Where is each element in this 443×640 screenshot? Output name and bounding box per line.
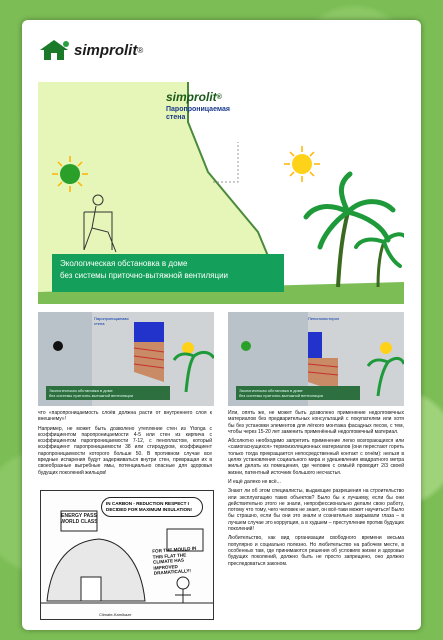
panel-right-caption-line2: без системы приточно-вытяжной вентиляции	[239, 393, 324, 398]
panel-right-top-label: Пенополистирол	[308, 316, 340, 321]
brand-logo	[36, 38, 143, 62]
left-text-column	[38, 410, 212, 479]
eco-line1: Экологическая обстановка в доме	[60, 259, 188, 268]
wall-label	[166, 106, 230, 122]
panel-right-caption	[236, 386, 360, 400]
panel-left-caption-line1: Экологическая обстановка в доме	[49, 388, 113, 393]
left-paragraph-1: что «паропроницаемость слоёв должна расти от внутреннего слоя к внешнему»!	[38, 410, 212, 423]
illustration-logo-reg: ®	[216, 93, 222, 101]
cartoon-caption: Climate-Kamikaze	[99, 612, 132, 617]
right-paragraph-2: Абсолютно необходимо запретить применение легко возгорающихся или «самогаснущихся» термоизоляционных материалов (они перестают гореть только тогда прекращается непосредственный контакт с огнём): нельзя в целях установления социального мира и удешевления квадратного метра жилья делать из помещения, где человек с семьёй проводит 2/3 своей жизни, патентный источник большого несчастья.	[228, 438, 404, 476]
cartoon-speech-cloud: IN CARBON - REDUCTION RESPECT I DECIDED FOR MAXIMUM INSULATION!	[101, 497, 203, 517]
left-paragraph-2: Например, не может быть дозволено утепление стен из Ytonga с коэффициентом паропроницаемости 4-5 или стен из кирпича с коэффициентом паропроницаемости 7-12, с пенопластом, который коэффициент паропроницаемости 38 или стиродуром, коэффициент паропроницаемости которого больше 50. В противном случае все вредные испарения будут задерживаться внутри стен, превращая их в своеобразные выгребные ямы, потенциально опасные для здоровья будущих поколений жильцов!	[38, 425, 212, 476]
wall-label-line1: Паропроницаемая	[166, 106, 230, 113]
energy-line2: WORLD CLASS	[60, 519, 98, 525]
panel-left	[38, 312, 214, 406]
energy-line1: ENERGY PASS	[61, 513, 97, 519]
right-paragraph-3: И ещё далеко не всё...	[228, 478, 281, 485]
document-sheet	[22, 20, 421, 630]
panel-right	[228, 312, 404, 406]
panel-left-caption	[46, 386, 170, 400]
right-paragraph-5: Любительство, как вид организации свободного времени весьма популярно и социально полезно. Но любительство на рабочем месте, в особенных там, где принимаются решения об условиях жизни и здоровье будущих поколений, должно быть не просто запрещено, оно должно преследоваться законом.	[228, 535, 404, 567]
cartoon	[40, 490, 214, 620]
energy-pass-sign	[53, 513, 105, 525]
eco-caption-box	[52, 254, 284, 292]
panel-left-caption-line2: без системы приточно-вытяжной вентиляции	[49, 393, 134, 398]
brand-reg: ®	[137, 45, 144, 55]
right-paragraph-1: Или, опять же, не может быть дозволено применение недолговечных материалов без предварительных консультаций с покупателем или хотя бы без установки элементов для лёгкого монтажа фасадных песов, с тем, чтобы через 15-20 лет заменить применённый недолговечный материал.	[228, 410, 404, 435]
panel-right-caption-line1: Экологическая обстановка в доме	[239, 388, 303, 393]
right-paragraph-4: Знают ли об этом специалисты, выдающие разрешения на строительство или эксплуатацию таких объектов? Было бы к лучшему, если бы они действительно этого не знали, непрофессионально делали свою работу, потому что тому, чего человек не знает, он всё-таки может научиться! Было бы страшно, если бы они это знали и сознательно закрывали глаза – в лучшем случае это коррупция, а в худшем – преступление против будущих поколений!	[228, 488, 404, 533]
main-illustration	[38, 82, 404, 304]
wall-label-line2: стена	[166, 114, 186, 121]
brand-name: simprolit	[74, 41, 138, 59]
panel-left-top-label: Паропроницаемая стена	[94, 316, 129, 326]
cartoon-sign-text: FOR THE MOULD IN THIS FLAT THE CLIMATE HAS IMPROVED DRAMATICALLY!	[152, 545, 197, 577]
eco-line2: без системы приточно-вытяжной вентиляции	[60, 271, 229, 280]
illustration-logo	[166, 90, 222, 104]
right-text-column	[228, 410, 404, 570]
illustration-logo-text: simprolit	[166, 90, 217, 104]
house-logo-icon	[36, 38, 72, 62]
